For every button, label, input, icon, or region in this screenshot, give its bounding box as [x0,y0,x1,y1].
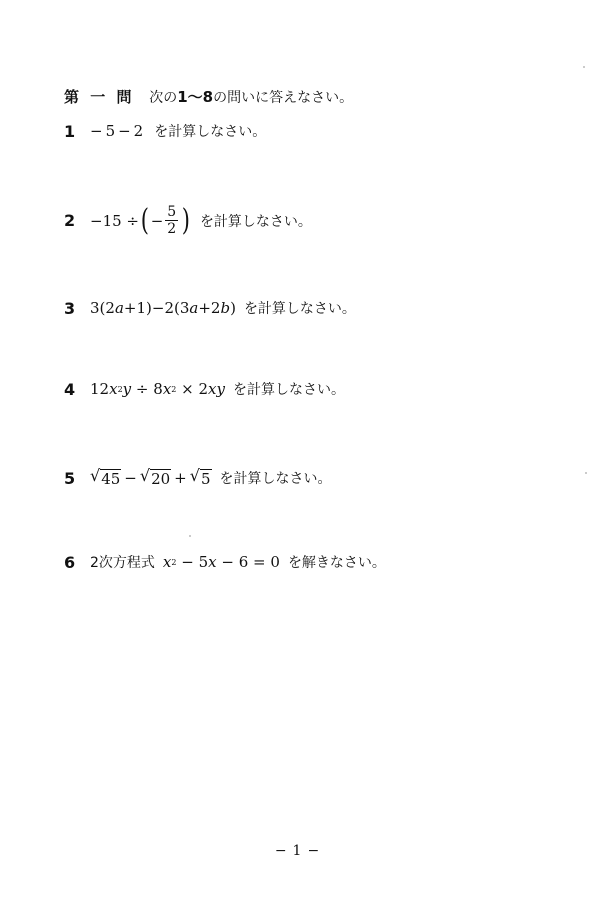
question-number: 3 [64,298,76,318]
variable-y: y [122,380,132,398]
section-label: 第 一 問 [64,88,135,106]
exponent: 2 [117,384,123,394]
question-instruction: を解きなさい。 [287,555,386,571]
variable-x: x [109,380,118,398]
expression-tail: − 6 = 0 [221,553,280,571]
section-intro-pre: 次の [149,90,178,106]
question-number: 2 [64,211,76,231]
question-expression [90,468,212,488]
operator: − [124,469,137,487]
radicand: 5 [200,470,211,488]
times-2: × 2 [181,380,209,398]
variable-b: b [220,299,231,317]
section-intro-range: 1〜8 [177,88,214,106]
variable-x: x [162,553,172,571]
fraction-sign: − [150,211,164,230]
right-paren: ) [181,202,191,238]
expression-mid: − 5 [181,553,209,571]
scan-speck [583,66,585,68]
question-instruction: を計算しなさい。 [154,124,267,140]
expression-part-d: ) [230,299,236,317]
question-3 [64,298,356,318]
question-6 [64,552,386,572]
fraction-denominator: 2 [167,221,177,238]
divide-8: ÷ 8 [135,380,163,398]
question-4 [64,379,345,399]
question-2 [64,204,312,237]
question-expression [90,380,225,398]
question-number: 6 [64,552,76,572]
question-instruction: を計算しなさい。 [243,301,356,317]
radicand: 20 [151,470,171,488]
scan-speck [189,535,191,537]
question-expression [90,204,192,237]
question-instruction: を計算しなさい。 [233,382,345,398]
question-number: 1 [64,121,76,141]
variable-x: x [208,553,217,571]
coefficient-12: 12 [90,380,110,398]
question-number: 5 [64,468,76,488]
fraction-numerator: 5 [167,204,177,220]
exponent: 2 [171,384,177,394]
question-expression [90,299,236,317]
section-heading [64,86,353,107]
expression-part-a: 3(2 [90,299,115,317]
variable-y: y [216,380,225,398]
square-root: √ 45 [90,466,121,488]
variable-a: a [114,299,124,317]
question-prefix: 2次方程式 [90,555,155,571]
question-instruction: を計算しなさい。 [199,213,312,230]
square-root: √ 20 [139,466,171,488]
scan-speck [585,472,587,474]
expression-prefix: −15 ÷ [90,211,139,230]
variable-x: x [208,380,217,398]
question-expression [163,553,280,571]
question-expression [90,122,146,140]
square-root: √ 5 [189,466,211,488]
expression-part-b: +1)−2(3 [123,299,190,317]
question-1 [64,121,266,141]
left-paren: ( [140,202,149,238]
variable-x: x [162,380,172,398]
exponent: 2 [171,557,177,567]
expression-text: −5−2 [90,122,147,140]
section-intro-post: の問いに答えなさい。 [213,90,354,106]
variable-a: a [189,299,199,317]
question-5 [64,468,332,488]
radicand: 45 [101,470,121,488]
page-number: −1− [274,843,326,859]
fraction [165,204,178,237]
expression-part-c: +2 [198,299,221,317]
operator: + [174,469,187,487]
question-number: 4 [64,379,76,399]
question-instruction: を計算しなさい。 [219,471,332,487]
